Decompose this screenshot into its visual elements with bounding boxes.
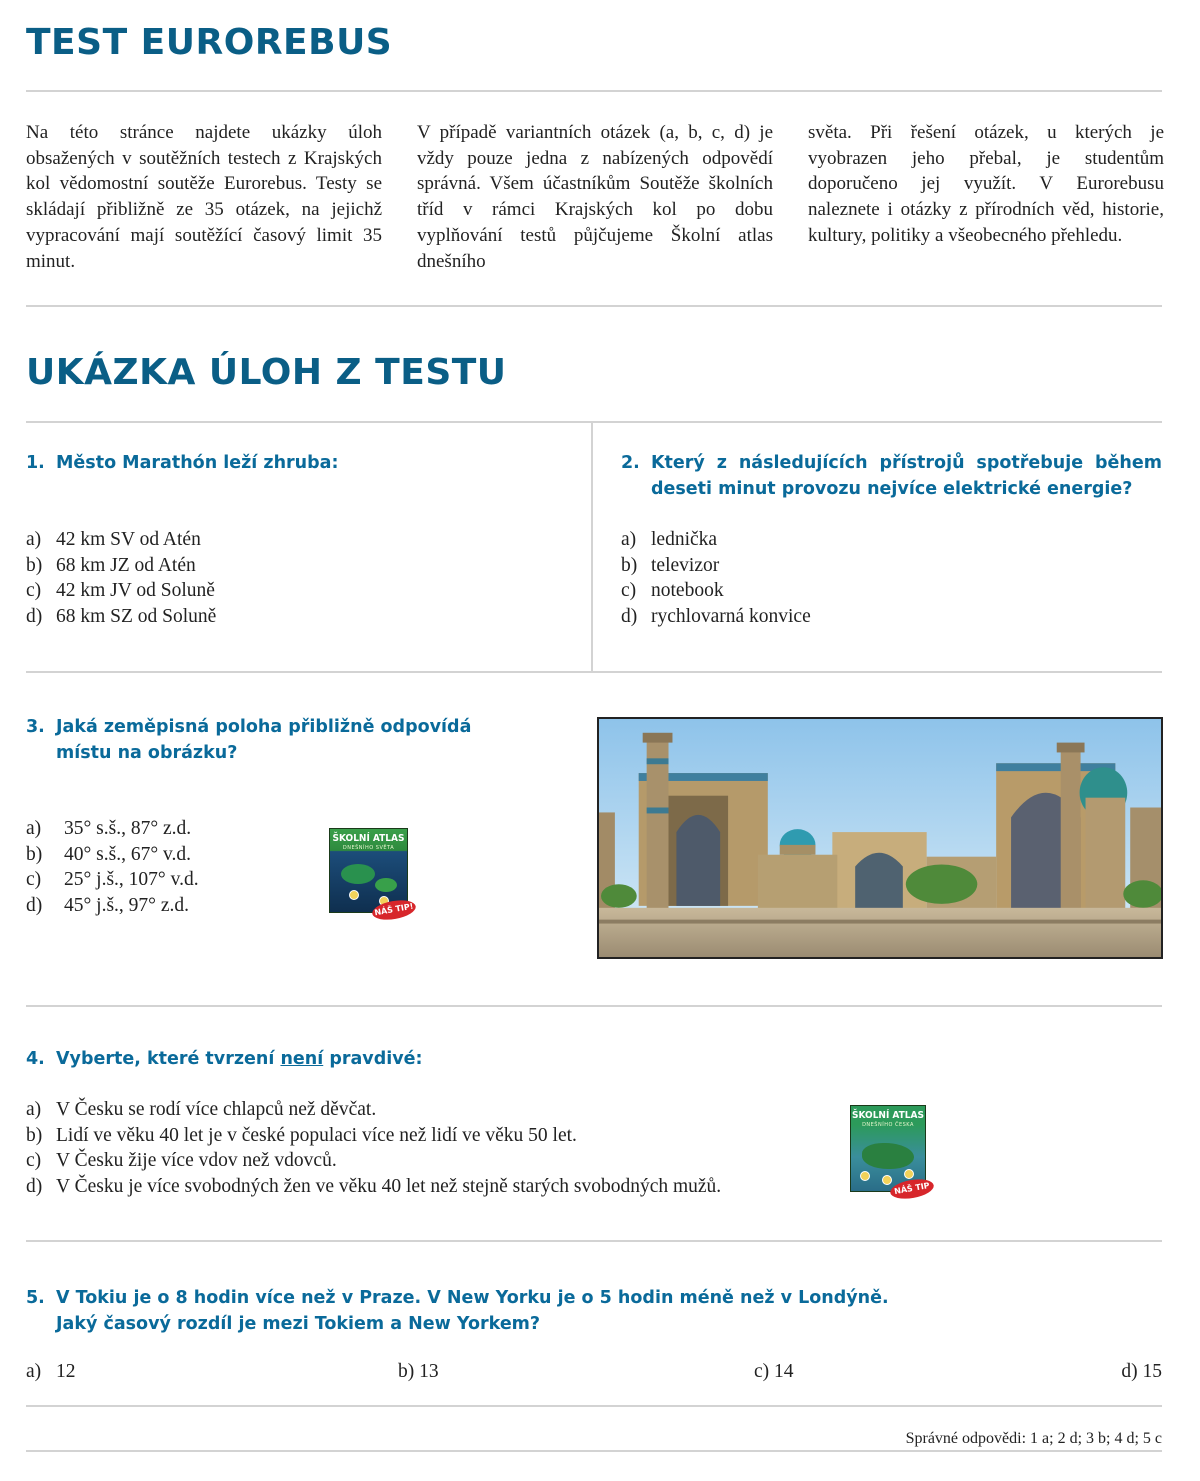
option-text: televizor xyxy=(651,554,720,576)
option-text: notebook xyxy=(651,580,724,601)
option-a[interactable] xyxy=(621,527,811,553)
option-letter: c) xyxy=(754,1361,770,1382)
correct-answers: Správné odpovědi: 1 a; 2 d; 3 b; 4 d; 5 c xyxy=(905,1430,1162,1447)
option-c[interactable] xyxy=(26,1148,721,1174)
option-c[interactable] xyxy=(26,578,216,604)
option-letter: b) xyxy=(398,1361,415,1382)
page-title: TEST EUROREBUS xyxy=(26,22,393,63)
question-number: 3. xyxy=(26,717,45,737)
option-text: 42 km SV od Atén xyxy=(56,529,201,550)
option-text: 13 xyxy=(419,1361,439,1382)
question-1-options xyxy=(26,527,216,629)
option-letter: c) xyxy=(621,580,637,601)
option-letter: a) xyxy=(26,529,42,550)
option-c[interactable] xyxy=(754,1361,794,1383)
option-a[interactable] xyxy=(26,816,199,842)
divider xyxy=(26,1005,1162,1007)
question-number: 4. xyxy=(26,1049,45,1069)
question-text-line-1: V Tokiu je o 8 hodin více než v Praze. V New Yorku je o 5 hodin méně než v Londýně. xyxy=(56,1288,889,1308)
option-letter: b) xyxy=(26,843,43,865)
option-d[interactable] xyxy=(621,604,811,630)
option-text: 42 km JV od Soluně xyxy=(56,580,215,601)
question-2-options xyxy=(621,527,811,629)
question-number: 1. xyxy=(26,453,45,473)
divider xyxy=(26,1405,1162,1407)
question-5-title xyxy=(26,1285,1026,1337)
option-c[interactable] xyxy=(26,867,199,893)
option-text: Lidí ve věku 40 let je v české populaci více než lidí ve věku 50 let. xyxy=(56,1124,577,1146)
option-b[interactable] xyxy=(26,1123,721,1149)
intro-column-1: Na této stránce najdete ukázky úloh obsažených v soutěžních testech z Krajských kol vědomostní soutěže Eurorebus. Testy se skládají přibližně ze 35 otázek, na jejichž vypracování mají soutěžící časový limit 35 minut. xyxy=(26,122,382,272)
question-text: Jaká zeměpisná poloha přibližně odpovídá místu na obrázku? xyxy=(56,717,472,763)
option-b[interactable] xyxy=(398,1361,439,1383)
option-d[interactable] xyxy=(26,1174,721,1200)
question-text-emphasis: není xyxy=(280,1049,324,1069)
section-title: UKÁZKA ÚLOH Z TESTU xyxy=(26,352,507,393)
option-text: V Česku se rodí více chlapců než děvčat. xyxy=(56,1099,377,1120)
option-d[interactable] xyxy=(26,893,199,919)
option-letter: a) xyxy=(26,1361,42,1382)
atlas-subtitle: DNEŠNÍHO SVĚTA xyxy=(342,845,395,851)
option-text: 45° j.š., 97° z.d. xyxy=(64,894,190,916)
option-letter: d) xyxy=(621,605,638,627)
atlas-czech-cover-icon xyxy=(850,1105,931,1197)
divider xyxy=(26,421,1162,423)
divider xyxy=(26,90,1162,92)
option-letter: a) xyxy=(26,1099,42,1120)
question-text-line-2: Jaký časový rozdíl je mezi Tokiem a New Yorkem? xyxy=(56,1314,541,1334)
option-a[interactable] xyxy=(26,1097,721,1123)
registan-photo xyxy=(597,717,1163,959)
tip-badge: NÁŠ TIP xyxy=(889,1176,935,1201)
option-letter: d) xyxy=(26,605,43,627)
option-letter: c) xyxy=(26,1150,42,1171)
option-a[interactable] xyxy=(26,1361,76,1383)
atlas-world-cover-icon xyxy=(329,828,415,918)
option-text: 40° s.š., 67° v.d. xyxy=(64,843,192,865)
divider xyxy=(26,1240,1162,1242)
option-letter: b) xyxy=(621,554,638,576)
question-1-title xyxy=(26,450,566,476)
atlas-title: ŠKOLNÍ ATLAS xyxy=(852,1110,924,1121)
option-b[interactable] xyxy=(621,553,811,579)
divider xyxy=(26,305,1162,307)
option-letter: a) xyxy=(621,529,637,550)
question-text-part: Vyberte, které tvrzení xyxy=(56,1049,281,1069)
registan-illustration xyxy=(599,719,1161,957)
option-text: 35° s.š., 87° z.d. xyxy=(64,818,192,839)
option-letter: b) xyxy=(26,554,43,576)
option-text: 14 xyxy=(774,1361,794,1382)
question-text: Který z následujících přístrojů spotřebuje během deseti minut provozu nejvíce elektrické energie? xyxy=(651,453,1162,499)
option-c[interactable] xyxy=(621,578,811,604)
question-number: 5. xyxy=(26,1288,45,1308)
question-3-title xyxy=(26,714,526,766)
atlas-subtitle: DNEŠNÍHO ČESKA xyxy=(862,1122,914,1128)
divider xyxy=(26,671,1162,673)
option-d[interactable] xyxy=(1121,1361,1162,1383)
question-text-part: pravdivé: xyxy=(323,1049,423,1069)
option-text: V Česku žije více vdov než vdovců. xyxy=(56,1150,337,1171)
question-number: 2. xyxy=(621,453,640,473)
divider xyxy=(26,1450,1162,1452)
question-text: Město Marathón leží zhruba: xyxy=(56,453,339,473)
question-3-options xyxy=(26,816,199,918)
option-text: V Česku je více svobodných žen ve věku 40 let než stejně starých svobodných mužů. xyxy=(56,1175,722,1197)
intro-column-2: V případě variantních otázek (a, b, c, d) je vždy pouze jedna z nabízených odpovědí správná. Všem účastníkům Soutěže školních tříd v rámci Krajských kol po dobu vyplňování testů půjčujeme Školní atlas dnešního xyxy=(417,122,773,272)
option-letter: d) xyxy=(26,1175,43,1197)
question-4-title xyxy=(26,1046,826,1072)
option-d[interactable] xyxy=(26,604,216,630)
option-text: 68 km JZ od Atén xyxy=(56,554,196,576)
option-letter: b) xyxy=(26,1124,43,1146)
question-2-title xyxy=(621,450,1162,502)
option-b[interactable] xyxy=(26,842,199,868)
tip-badge: NÁŠ TIP! xyxy=(371,897,417,922)
option-letter: c) xyxy=(26,580,42,601)
question-4-options xyxy=(26,1097,721,1199)
intro-column-3: světa. Při řešení otázek, u kterých je vyobrazen jeho přebal, je studentům doporučeno jej využít. V Eurorebusu naleznete i otázky z přírodních věd, historie, kultury, politiky a všeobecného přehledu. xyxy=(808,122,1164,246)
option-letter: d) xyxy=(26,894,43,916)
option-a[interactable] xyxy=(26,527,216,553)
option-text: 15 xyxy=(1142,1361,1162,1382)
option-text: 12 xyxy=(56,1361,76,1382)
option-letter: d) xyxy=(1121,1361,1138,1382)
option-letter: a) xyxy=(26,818,42,839)
question-text xyxy=(26,1046,826,1072)
option-letter: c) xyxy=(26,869,42,890)
option-b[interactable] xyxy=(26,553,216,579)
option-text: lednička xyxy=(651,529,718,550)
column-divider xyxy=(591,423,593,671)
option-text: rychlovarná konvice xyxy=(651,605,811,627)
option-text: 25° j.š., 107° v.d. xyxy=(64,869,199,890)
atlas-title: ŠKOLNÍ ATLAS xyxy=(332,833,405,844)
option-text: 68 km SZ od Soluně xyxy=(56,605,217,627)
